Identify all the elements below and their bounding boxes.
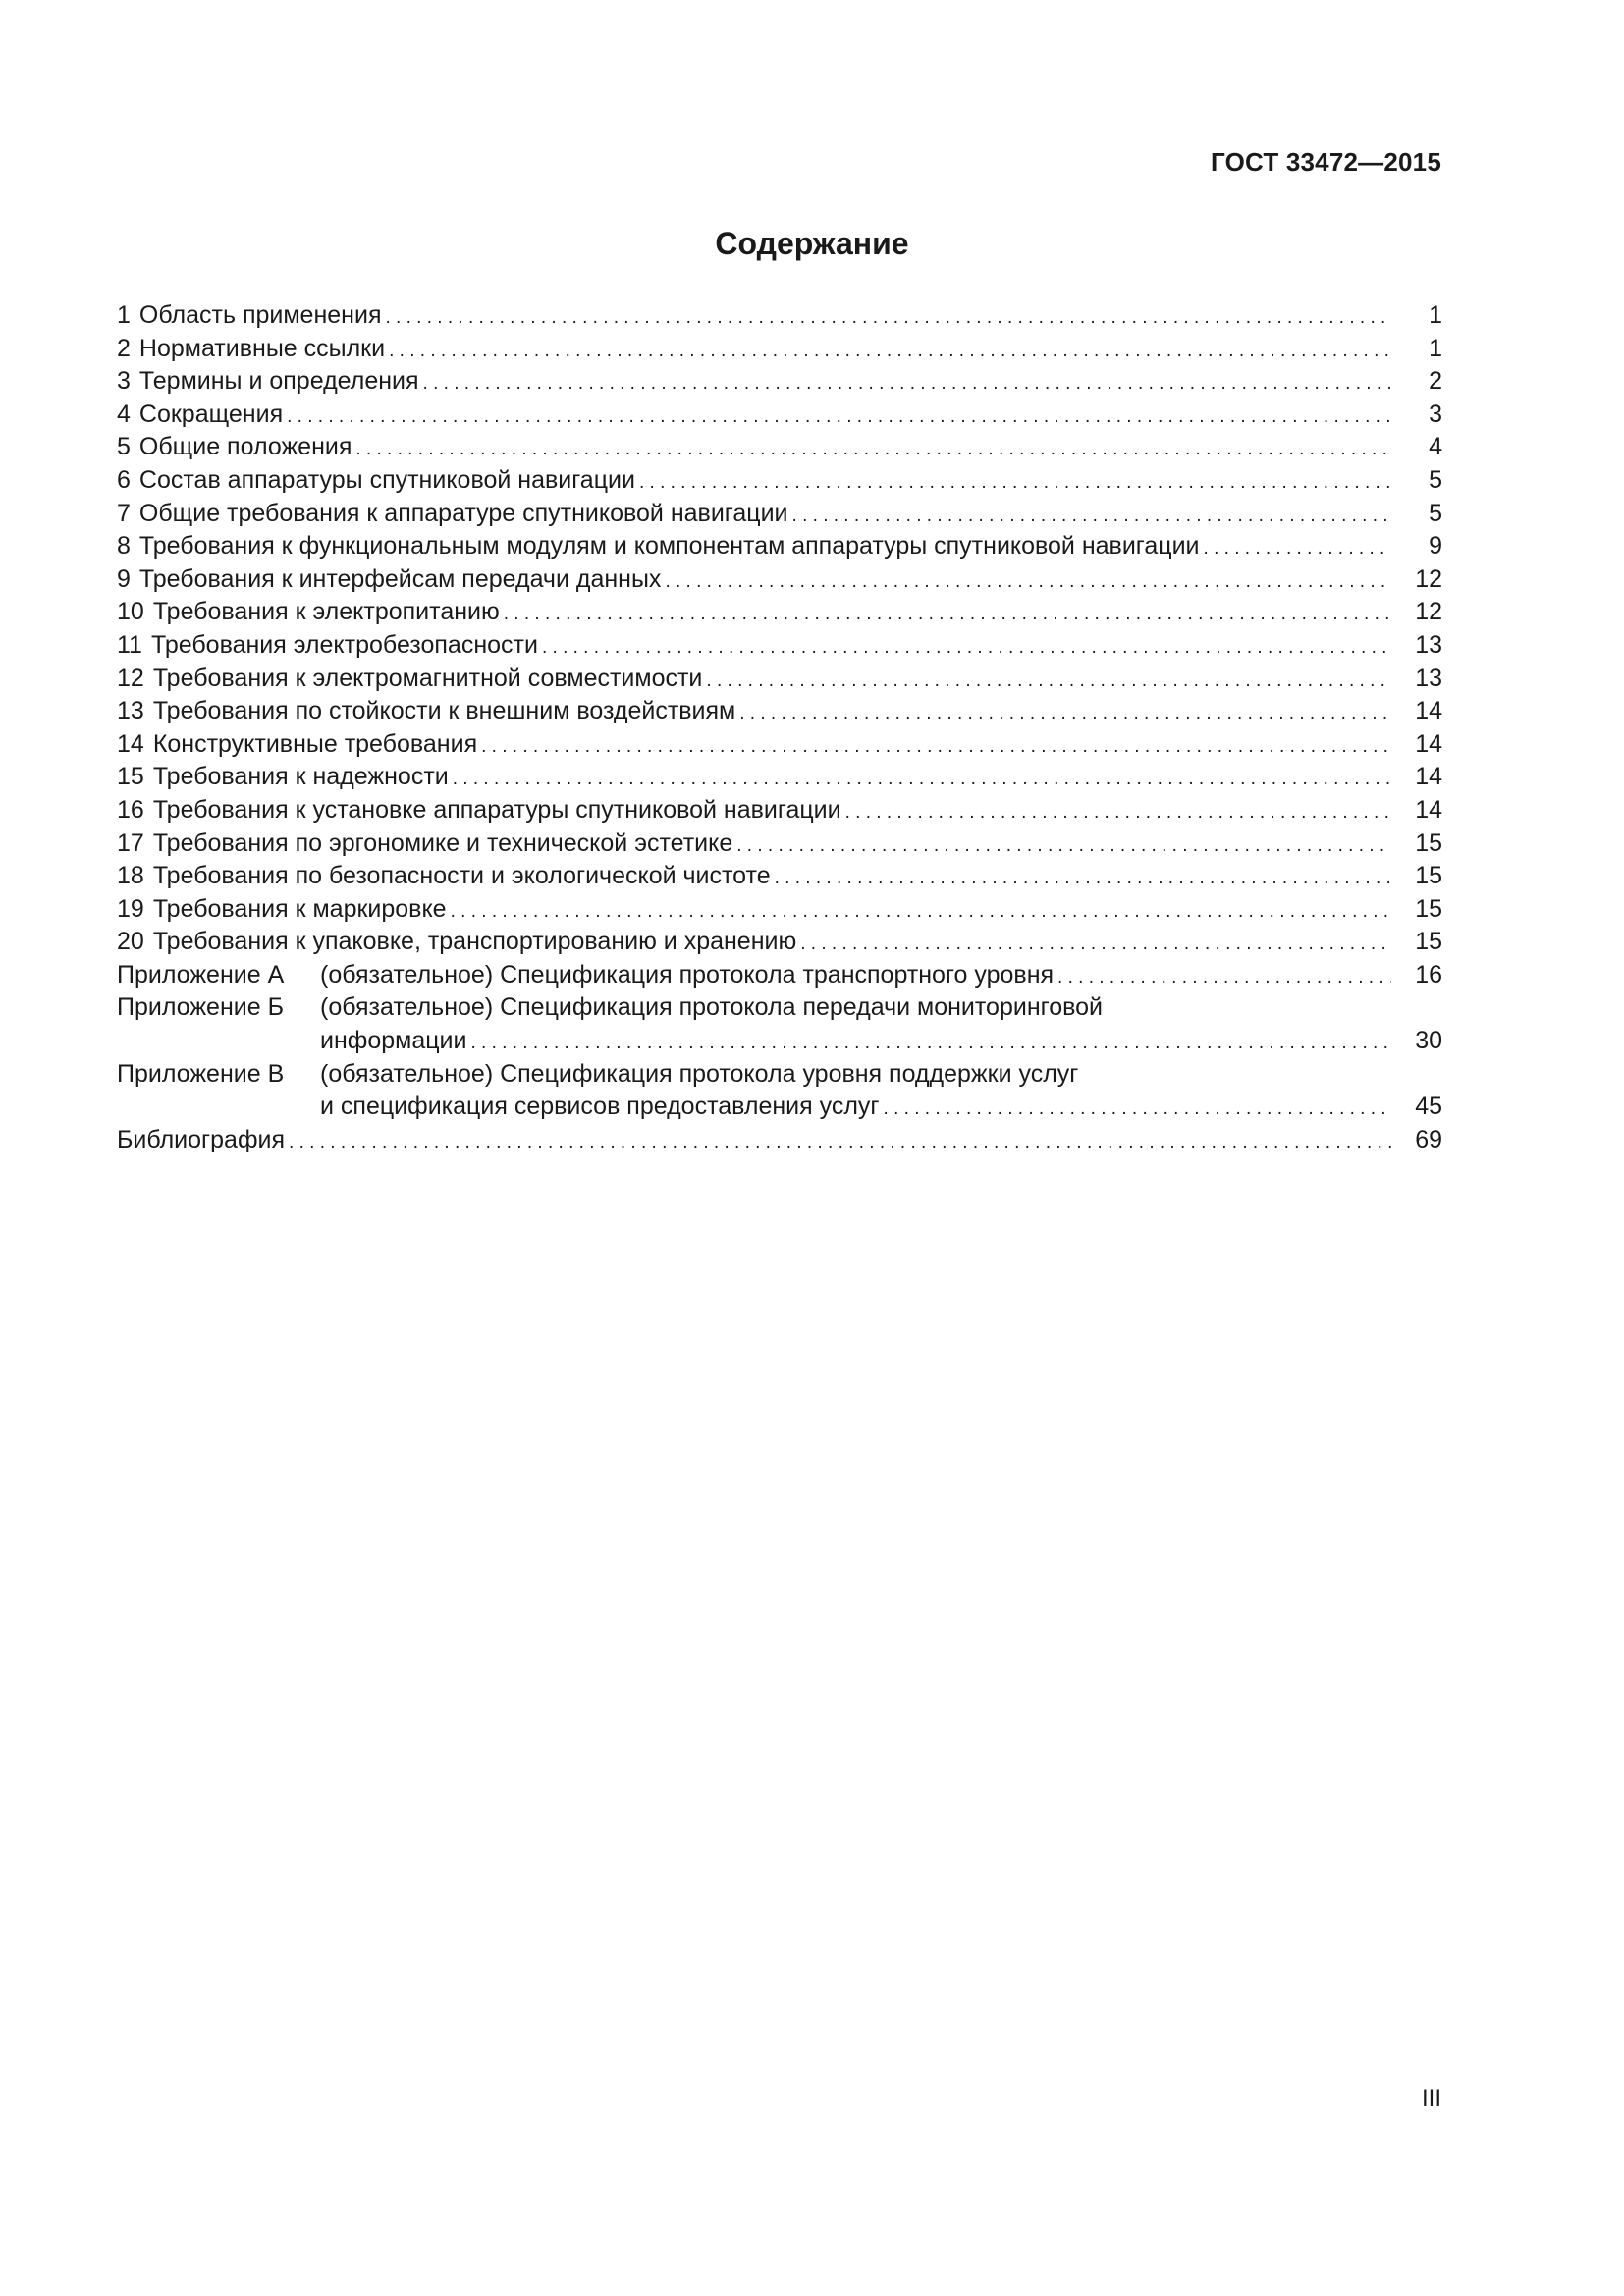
toc-entry-number: 7 (117, 499, 131, 527)
toc-entry-number: 1 (117, 301, 131, 329)
appendix-body (320, 991, 1442, 1057)
dot-leader (542, 631, 1391, 665)
toc-entry[interactable] (117, 728, 1442, 762)
toc-entry-number: 13 (117, 697, 144, 725)
toc-entry-page: 14 (1415, 729, 1442, 758)
toc-entry-page: 1 (1429, 334, 1442, 362)
toc-entry-number: 15 (117, 763, 144, 791)
toc-entry[interactable] (117, 530, 1442, 563)
toc-entry-label: Требования по безопасности и экологической чистоте (152, 862, 771, 890)
toc-entry-label: Требования к электромагнитной совместимости (152, 664, 703, 692)
document-code: ГОСТ 33472—2015 (1211, 147, 1441, 177)
toc-entry[interactable] (117, 926, 1442, 959)
table-of-contents (117, 299, 1442, 1156)
toc-entry[interactable] (117, 399, 1442, 432)
toc-entry-page: 15 (1415, 894, 1442, 923)
toc-entry-number: 12 (117, 664, 144, 692)
dot-leader (792, 500, 1391, 533)
toc-entry-label: Требования к маркировке (152, 894, 447, 923)
appendix-heading: Приложение Б (117, 993, 284, 1022)
dot-leader (1204, 532, 1391, 565)
toc-entry-page: 12 (1415, 564, 1442, 593)
bibliography-page: 69 (1415, 1125, 1442, 1153)
toc-entry-number: 9 (117, 564, 131, 593)
toc-entry-number: 10 (117, 598, 144, 626)
toc-entry[interactable] (117, 596, 1442, 629)
toc-entry-page: 3 (1429, 400, 1442, 428)
toc-entry-number: 4 (117, 400, 131, 428)
appendix-line (320, 1025, 1442, 1058)
bibliography-label: Библиография (117, 1125, 286, 1153)
toc-entry[interactable] (117, 498, 1442, 531)
dot-leader (739, 697, 1391, 730)
dot-leader (845, 796, 1391, 829)
toc-entry-label: Требования к функциональным модулям и компонентам аппаратуры спутниковой навигации (138, 532, 1200, 561)
toc-entry-label: Требования к электропитанию (152, 598, 500, 626)
dot-leader (884, 1093, 1391, 1126)
toc-entry[interactable] (117, 695, 1442, 728)
dot-leader (639, 466, 1391, 500)
toc-title: Содержание (715, 226, 909, 261)
toc-entry[interactable] (117, 365, 1442, 399)
toc-entry-label: Конструктивные требования (152, 729, 478, 758)
toc-entry-label: Требования к надежности (152, 763, 449, 791)
appendix-title: (обязательное) Спецификация протокола уровня поддержки услуг (320, 1059, 1079, 1088)
appendix-body (320, 959, 1442, 992)
appendix-title: (обязательное) Спецификация протокола передачи мониторинговой (320, 993, 1103, 1022)
dot-leader (385, 301, 1391, 335)
dot-leader (471, 1027, 1392, 1060)
toc-entry-label: Нормативные ссылки (138, 334, 386, 362)
dot-leader (289, 1126, 1391, 1159)
dot-leader (423, 367, 1391, 400)
toc-entry-page: 5 (1429, 499, 1442, 527)
toc-entry[interactable] (117, 464, 1442, 498)
toc-entry-number: 16 (117, 795, 144, 824)
toc-entry-label: Общие положения (138, 433, 352, 461)
toc-entry[interactable] (117, 333, 1442, 366)
toc-entry-label: Сокращения (138, 400, 284, 428)
page-number: III (1421, 2085, 1441, 2111)
toc-entry[interactable] (117, 893, 1442, 927)
appendix-title-continued: информации (320, 1027, 467, 1055)
toc-entry-page: 1 (1429, 301, 1442, 329)
toc-entry-label: Общие требования к аппаратуре спутниковой навигации (138, 499, 788, 527)
toc-entry-page: 2 (1429, 367, 1442, 396)
toc-entry-label: Требования электробезопасности (150, 630, 538, 659)
toc-entry[interactable] (117, 299, 1442, 333)
toc-entry[interactable] (117, 794, 1442, 828)
toc-entry-page: 15 (1415, 828, 1442, 857)
dot-leader (800, 928, 1391, 961)
toc-entry-page: 15 (1415, 928, 1442, 956)
toc-entry-label: Требования к упаковке, транспортированию и хранению (152, 928, 797, 956)
appendix-line (320, 959, 1442, 992)
toc-entry-number: 18 (117, 862, 144, 890)
toc-entry[interactable] (117, 828, 1442, 861)
toc-entry[interactable] (117, 761, 1442, 794)
dot-leader (287, 400, 1391, 434)
dot-leader (775, 862, 1391, 895)
toc-entry-page: 13 (1415, 664, 1442, 692)
toc-entry-page: 13 (1415, 630, 1442, 659)
appendix-body (320, 1058, 1442, 1124)
appendix-title: (обязательное) Спецификация протокола транспортного уровня (320, 960, 1055, 988)
appendix-heading: Приложение А (117, 960, 285, 988)
toc-entry-label: Требования к интерфейсам передачи данных (138, 564, 662, 593)
toc-entry-number: 5 (117, 433, 131, 461)
dot-leader (706, 665, 1391, 698)
toc-appendix-v[interactable] (117, 1058, 1442, 1124)
toc-appendix-a[interactable] (117, 959, 1442, 992)
toc-entry-number: 17 (117, 828, 144, 857)
toc-entry-number: 19 (117, 894, 144, 923)
toc-entry-number: 20 (117, 928, 144, 956)
toc-entry-number: 2 (117, 334, 131, 362)
dot-leader (453, 763, 1391, 796)
toc-entry-label: Область применения (138, 301, 382, 329)
toc-bibliography[interactable] (117, 1124, 1442, 1157)
appendix-title-continued: и спецификация сервисов предоставления услуг (320, 1093, 880, 1121)
dot-leader (504, 598, 1391, 631)
appendix-page: 30 (1415, 1027, 1442, 1055)
toc-entry[interactable] (117, 663, 1442, 696)
dot-leader (451, 895, 1391, 929)
dot-leader (665, 565, 1391, 599)
toc-entry-page: 14 (1415, 795, 1442, 824)
toc-entry-page: 14 (1415, 763, 1442, 791)
toc-entry[interactable] (117, 563, 1442, 597)
toc-appendix-b[interactable] (117, 991, 1442, 1057)
dot-leader (389, 335, 1391, 368)
toc-entry-number: 3 (117, 367, 131, 396)
appendix-page: 16 (1415, 960, 1442, 988)
toc-entry[interactable] (117, 431, 1442, 464)
toc-entry[interactable] (117, 629, 1442, 663)
dot-leader (355, 433, 1391, 466)
toc-entry-page: 15 (1415, 862, 1442, 890)
toc-entry-page: 14 (1415, 697, 1442, 725)
toc-entry-label: Требования по стойкости к внешним воздействиям (152, 697, 736, 725)
appendix-line (320, 1091, 1442, 1124)
toc-entry-page: 4 (1429, 433, 1442, 461)
appendix-heading: Приложение В (117, 1059, 285, 1088)
toc-entry-label: Требования к установке аппаратуры спутниковой навигации (152, 795, 841, 824)
toc-entry-number: 11 (117, 630, 142, 659)
toc-entry-page: 12 (1415, 598, 1442, 626)
dot-leader (481, 730, 1391, 764)
toc-entry-page: 9 (1429, 532, 1442, 561)
toc-entry-number: 14 (117, 729, 144, 758)
toc-entry-label: Требования по эргономике и технической эстетике (152, 828, 733, 857)
dot-leader (736, 829, 1391, 863)
toc-entry-number: 6 (117, 465, 131, 494)
dot-leader (1057, 961, 1391, 994)
toc-entry-number: 8 (117, 532, 131, 561)
toc-entry-label: Состав аппаратуры спутниковой навигации (138, 465, 635, 494)
toc-entry-label: Термины и определения (138, 367, 419, 396)
toc-entry[interactable] (117, 860, 1442, 893)
appendix-page: 45 (1415, 1093, 1442, 1121)
toc-entry-page: 5 (1429, 465, 1442, 494)
